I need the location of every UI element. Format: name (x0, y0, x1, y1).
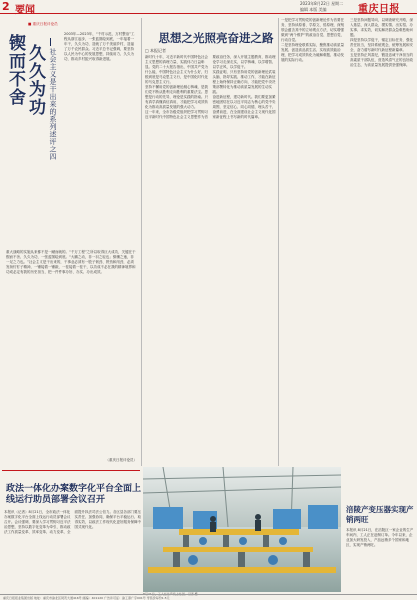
main-paragraph: 新时代十年，习近平新时代中国特色社会主义思想的真理力量、实践伟力日益彰显。党的二十大报告指出，中国共产党为什么能，中国特色社会主义为什么好，归根到底是马克思主义行，是中国化时代化的马克思主义行。 (145, 55, 208, 84)
story3-title: 涪陵产变压器实现产销两旺 (346, 505, 414, 524)
commentary-byline: （重庆日报评论员） (105, 458, 137, 462)
main-paragraph: 坚持不懈用党的创新理论凝心铸魂，是我们党不断从胜利走向胜利的重要法宝。思想是行动的先导，理论是实践的指南。只有真学真懂真信真用，才能把学习成效转化为推动高质量发展的强大动力。 (145, 85, 208, 109)
page-number: 2 (2, 0, 10, 13)
column-header: ■ 重庆日报评论员 (28, 22, 58, 26)
column-divider (141, 18, 142, 466)
masthead (0, 0, 417, 14)
paper-logo: 重庆日报 (358, 4, 400, 15)
commentary-body: 重大战略的实施从来都不是一蹴而就的。“千万工程”之所以取得巨大成功，关键在于锲而不舍、久久为功，一张蓝图绘到底。“大鹏之动，非一羽之轻也；骐骥之速，非一足之力也。”社会主义是干出来的，干事业必须有一股子韧劲、拼劲和闯劲，必须发扬钉钉子精神，一锤接着一锤敲，一茬接着一茬干，以功成不必在我的精神境界和功成必定有我的历史担当，把一件件事办好、办实、办出成效。 (6, 250, 136, 274)
commentary-title-part1: 锲而不舍 (5, 34, 25, 106)
date-line: 2023年8月22日 星期二 (300, 1, 344, 6)
edition-note: 编辑 本版 美编 (300, 7, 327, 12)
right-paragraph: 四是坚持以学促干，锚定目标任务，强化责任担当，坚持系统观念，统筹发展和安全，奋力谱写新时代新征程新篇章。 (350, 38, 413, 52)
factory-photo-art (143, 467, 341, 592)
factory-photo (143, 467, 341, 592)
section-divider (2, 470, 140, 471)
section-name: 要闻 (15, 5, 35, 16)
main-article-title: 思想之光照亮奋进之路 (158, 31, 274, 45)
page-footer: 重庆日报报业集团出版 地址：重庆市渝北区同茂大道416号 邮编：401120 广告许可证：渝工商广字001号 零售价每份1.5元 (0, 594, 417, 600)
right-paragraph: 二是坚持理论联系实际，聚焦推动高质量发展、创造高品质生活、实现高效能治理，把学习成效转化为破解难题、推动发展的实际行动。 (281, 43, 344, 62)
main-paragraph: 奋进新征程，建功新时代。我们要更加紧密地团结在以习近平同志为核心的党中央周围，坚定信心、同心同德，埋头苦干、奋勇前进，在全面建设社会主义现代化国家新征程上书写新的时代篇章。 (212, 95, 276, 119)
column-divider (278, 18, 279, 466)
right-paragraph: 五是坚持正风肃纪，锻造忠诚干净担当的高素质干部队伍，营造风清气正的良好政治生态，为高质量发展提供坚强保障。 (350, 53, 413, 67)
photo-caption: 8月21日，工人在生产线上忙碌。记者 摄 (143, 592, 198, 596)
main-paragraph: 实践证明，只有坚持用党的创新理论武装头脑、指导实践、推动工作，才能在新征程上始终保持正确方向，才能把党中央决策部署转化为推动高质量发展的生动实践。 (212, 70, 276, 94)
commentary-article (2, 18, 139, 466)
story3-text: 本报讯 8月21日，在涪陵区一家企业的生产车间内，工人正在赶制订单。今年以来，企业加大研发投入，产品远销多个国家和地区，实现产销两旺。 (346, 528, 414, 547)
right-paragraph: 三是坚持问题导向，以调查研究开路，深入基层、深入群众，摸实情、出实招、办实事、求实效，切实解决群众急难愁盼问题。 (350, 18, 413, 37)
main-paragraph: 这一年来，全市各级党组织把学习贯彻习近平新时代中国特色社会主义思想作为首要政治任务，深入开展主题教育，推动理论学习走深走实，以学铸魂、以学增智、以学正风、以学促干。 (145, 55, 276, 119)
main-article-body (145, 55, 276, 458)
main-article-author: □ 本报记者 (145, 48, 167, 53)
right-article-body (281, 18, 415, 463)
right-paragraph: 一是把学习贯彻党的创新理论作为首要任务，坚持读原著、学原文、悟原理，深刻领会蕴含其中的立场观点方法，切实增强做到“两个维护”的政治自觉、思想自觉、行动自觉。 (281, 18, 345, 42)
commentary-lead: 2003年—2023年，“千村示范、万村整治”工程从浙江起步，一张蓝图绘到底，一年接着一年干，久久为功，造就了万千美丽乡村，造福了万千农民群众。习近平总书记强调，要坚持以人民为中心的发展思想，持续用力、久久为功，推动乡村振兴取得新进展。 (64, 32, 135, 61)
commentary-title-part2: 久久为功 (25, 44, 45, 116)
story2-text: 本报讯（记者）8月21日，全市政法一体化办案数字化平台全面上线运行动员部署会议召开。会议强调，要深入学习贯彻习近平法治思想，坚持以数字化变革为牵引，推动政法工作质量变革、效率变革、动力变革，全面提升执法司法公信力。各区县各部门要压实责任、加强协同，确保平台平稳运行、取得实效，以政法工作现代化更好服务保障中国式现代化。 (4, 510, 141, 534)
story2-title: 政法一体化办案数字化平台全面上线运行助员部署会议召开 (6, 484, 142, 505)
subtitle-dash (50, 38, 51, 46)
commentary-subtitle: 社会主义是干出来的系列述评之四 (49, 48, 57, 161)
